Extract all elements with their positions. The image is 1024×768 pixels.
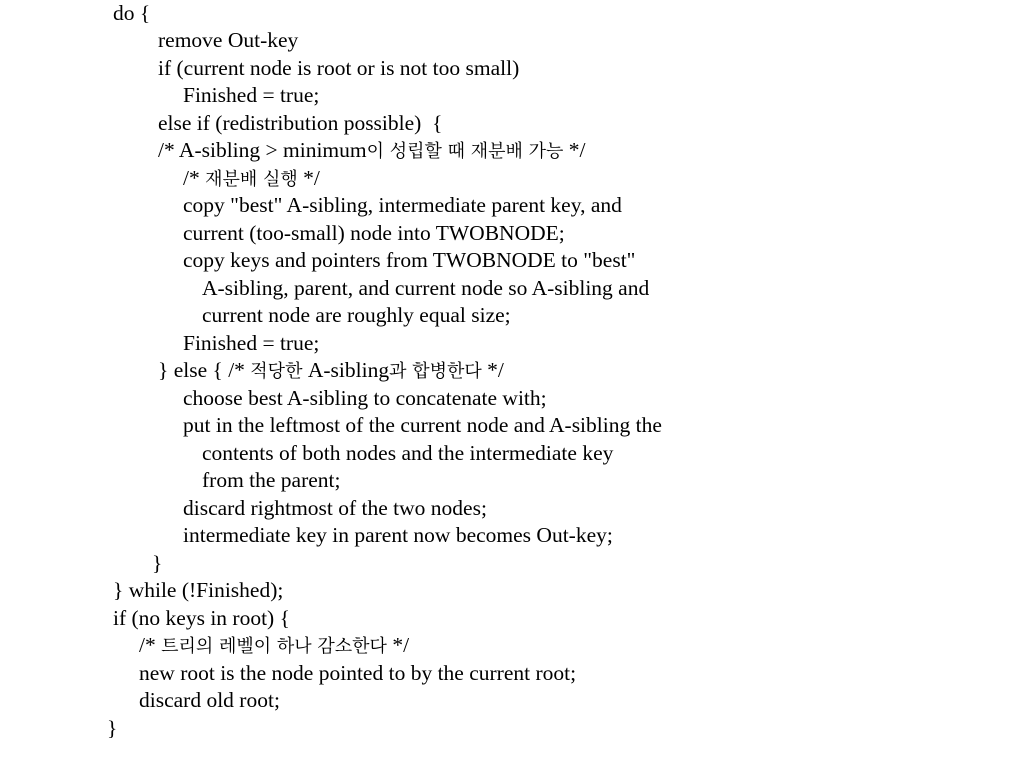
code-line-if-no-keys: if (no keys in root) { <box>113 606 290 630</box>
code-line-else-if-redistribution: else if (redistribution possible) { <box>158 111 443 135</box>
code-line-do: do { <box>113 1 151 25</box>
code-line-finished-2: Finished = true; <box>183 331 320 355</box>
code-line-close-brace-inner: } <box>152 551 163 575</box>
code-line-remove-out-key: remove Out-key <box>158 28 299 52</box>
code-line-current-node-twobnode: current (too-small) node into TWOBNODE; <box>183 221 565 245</box>
code-line-comment-redistribution-condition: /* A-sibling > minimum이 성립할 때 재분배 가능 */ <box>158 138 586 162</box>
code-line-equal-size: current node are roughly equal size; <box>202 303 511 327</box>
code-line-from-parent: from the parent; <box>202 468 341 492</box>
code-line-finished-1: Finished = true; <box>183 83 320 107</box>
code-line-copy-keys: copy keys and pointers from TWOBNODE to "best" <box>183 248 636 272</box>
code-line-contents-both: contents of both nodes and the intermediate key <box>202 441 614 465</box>
code-line-while: } while (!Finished); <box>113 578 284 602</box>
code-line-comment-level-decrease: /* 트리의 레벨이 하나 감소한다 */ <box>139 633 410 657</box>
code-line-intermediate-key: intermediate key in parent now becomes Out-key; <box>183 523 613 547</box>
code-line-choose-best: choose best A-sibling to concatenate with; <box>183 386 547 410</box>
code-line-else-merge: } else { /* 적당한 A-sibling과 합병한다 */ <box>158 358 504 382</box>
code-line-close-brace-outer: } <box>107 716 118 740</box>
code-line-if-root: if (current node is root or is not too small) <box>158 56 520 80</box>
code-line-new-root: new root is the node pointed to by the current root; <box>139 661 577 685</box>
code-line-copy-best: copy "best" A-sibling, intermediate parent key, and <box>183 193 622 217</box>
code-line-put-leftmost: put in the leftmost of the current node and A-sibling the <box>183 413 662 437</box>
code-line-comment-redistribution-run: /* 재분배 실행 */ <box>183 166 320 190</box>
code-line-discard-old-root: discard old root; <box>139 688 280 712</box>
code-line-discard-rightmost: discard rightmost of the two nodes; <box>183 496 487 520</box>
code-line-a-sibling-parent: A-sibling, parent, and current node so A-sibling and <box>202 276 650 300</box>
